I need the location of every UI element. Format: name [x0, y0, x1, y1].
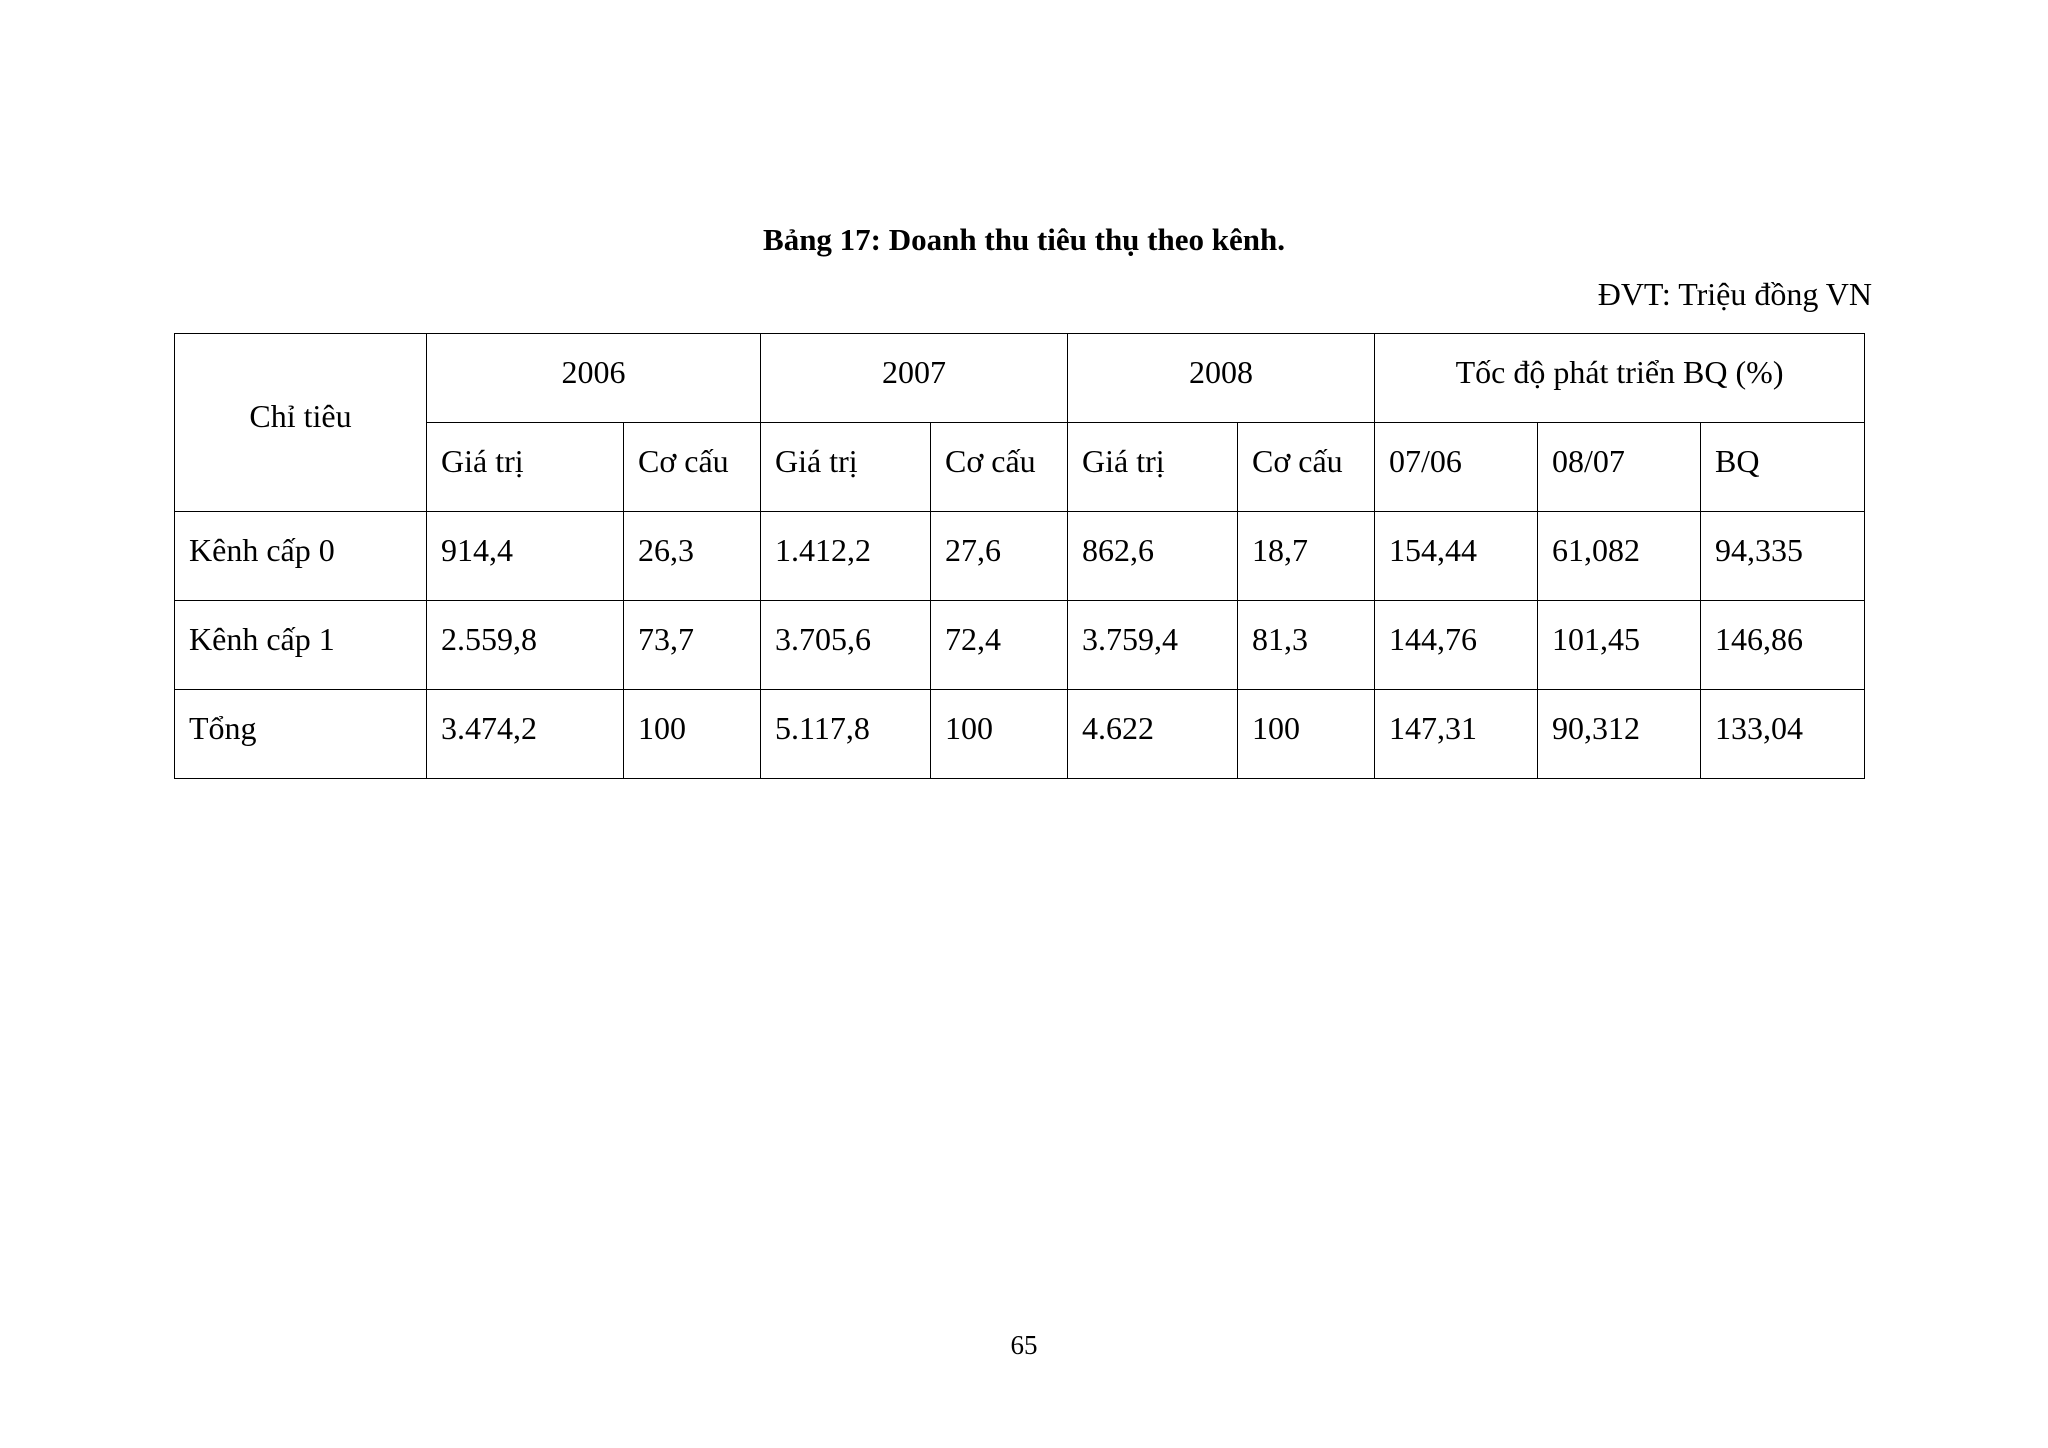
- table-cell: 862,6: [1068, 512, 1238, 601]
- subheader-cell: 07/06: [1375, 423, 1538, 512]
- table-cell: 914,4: [427, 512, 624, 601]
- table-cell: 94,335: [1701, 512, 1865, 601]
- table-cell: 73,7: [624, 601, 761, 690]
- subheader-cell: Giá trị: [1068, 423, 1238, 512]
- group-header-2008: 2008: [1068, 334, 1375, 423]
- table-cell: 72,4: [931, 601, 1068, 690]
- table-row: [175, 690, 1865, 779]
- group-header-growth: Tốc độ phát triển BQ (%): [1375, 334, 1865, 423]
- table-cell: 1.412,2: [761, 512, 931, 601]
- table-cell: 27,6: [931, 512, 1068, 601]
- table-cell: 61,082: [1538, 512, 1701, 601]
- revenue-table: [174, 333, 1865, 779]
- subheader-cell: BQ: [1701, 423, 1865, 512]
- table-cell: 154,44: [1375, 512, 1538, 601]
- table-cell: 101,45: [1538, 601, 1701, 690]
- table-cell: 3.705,6: [761, 601, 931, 690]
- table-cell: 144,76: [1375, 601, 1538, 690]
- subheader-cell: Cơ cấu: [1238, 423, 1375, 512]
- subheader-cell: Cơ cấu: [931, 423, 1068, 512]
- table-cell: 18,7: [1238, 512, 1375, 601]
- table-cell: 100: [1238, 690, 1375, 779]
- subheader-cell: Giá trị: [761, 423, 931, 512]
- table-cell: 3.474,2: [427, 690, 624, 779]
- header-row-subheaders: [175, 423, 1865, 512]
- table-cell: 3.759,4: [1068, 601, 1238, 690]
- table-cell: 4.622: [1068, 690, 1238, 779]
- row-label: Tổng: [175, 690, 427, 779]
- table-cell: 133,04: [1701, 690, 1865, 779]
- table-title: Bảng 17: Doanh thu tiêu thụ theo kênh.: [763, 222, 1285, 257]
- table-cell: 5.117,8: [761, 690, 931, 779]
- table-cell: 26,3: [624, 512, 761, 601]
- table-cell: 146,86: [1701, 601, 1865, 690]
- row-label: Kênh cấp 1: [175, 601, 427, 690]
- group-header-2007: 2007: [761, 334, 1068, 423]
- unit-note: ĐVT: Triệu đồng VN: [1597, 276, 1872, 312]
- table-cell: 2.559,8: [427, 601, 624, 690]
- table-cell: 147,31: [1375, 690, 1538, 779]
- header-row-groups: [175, 334, 1865, 423]
- table-cell: 100: [624, 690, 761, 779]
- subheader-cell: Cơ cấu: [624, 423, 761, 512]
- table-row: [175, 601, 1865, 690]
- table-cell: 100: [931, 690, 1068, 779]
- table-cell: 90,312: [1538, 690, 1701, 779]
- subheader-cell: 08/07: [1538, 423, 1701, 512]
- row-label: Kênh cấp 0: [175, 512, 427, 601]
- table-cell: 81,3: [1238, 601, 1375, 690]
- subheader-cell: Giá trị: [427, 423, 624, 512]
- group-header-2006: 2006: [427, 334, 761, 423]
- page-number: 65: [1010, 1330, 1038, 1360]
- row-header-cell: Chỉ tiêu: [175, 334, 427, 512]
- table-row: [175, 512, 1865, 601]
